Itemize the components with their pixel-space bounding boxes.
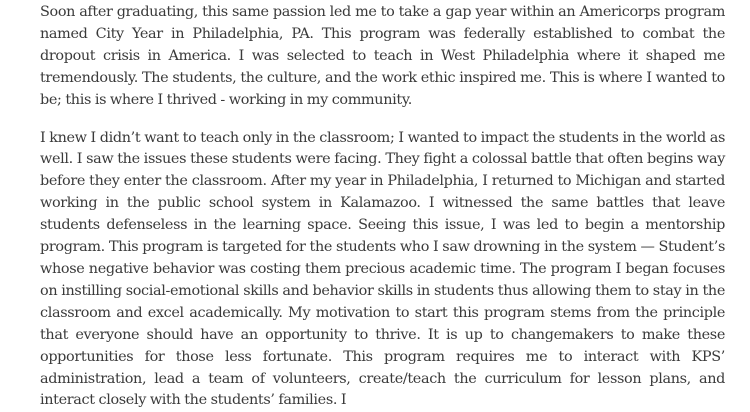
- paragraph-city-year: Soon after graduating, this same passion led me to take a gap year within an Americorps program named City Year in Philadelphia, PA. This program was federally established to combat the dropout crisis in America. I was selected to teach in West Philadelphia where it shaped me tremendously. The students, the culture, and the work ethic inspired me. This is where I wanted to be; this is where I thrived - working in my community.: [40, 4, 725, 108]
- paragraph-mentorship-program: I knew I didn’t want to teach only in the classroom; I wanted to impact the students in the world as well. I saw the issues these students were facing. They fight a colossal battle that often begins way before they enter the classroom. After my year in Philadelphia, I returned to Michigan and started working in the public school system in Kalamazoo. I witnessed the same battles that leave students defenseless in the learning space. Seeing this issue, I was led to begin a mentorship program. This program is targeted for the students who I saw drowning in the system — Student’s whose negative behavior was costing them precious academic time. The program I began focuses on instilling social-emotional skills and behavior skills in students thus allowing them to stay in the classroom and excel academically. My motivation to start this program stems from the principle that everyone should have an opportunity to thrive. It is up to changemakers to make these opportunities for those less fortunate. This program requires me to interact with KPS’ administration, lead a team of volunteers, create/teach the curriculum for lesson plans, and interact closely with the students’ families. I: [40, 129, 725, 409]
- article-body: [40, 2, 725, 412]
